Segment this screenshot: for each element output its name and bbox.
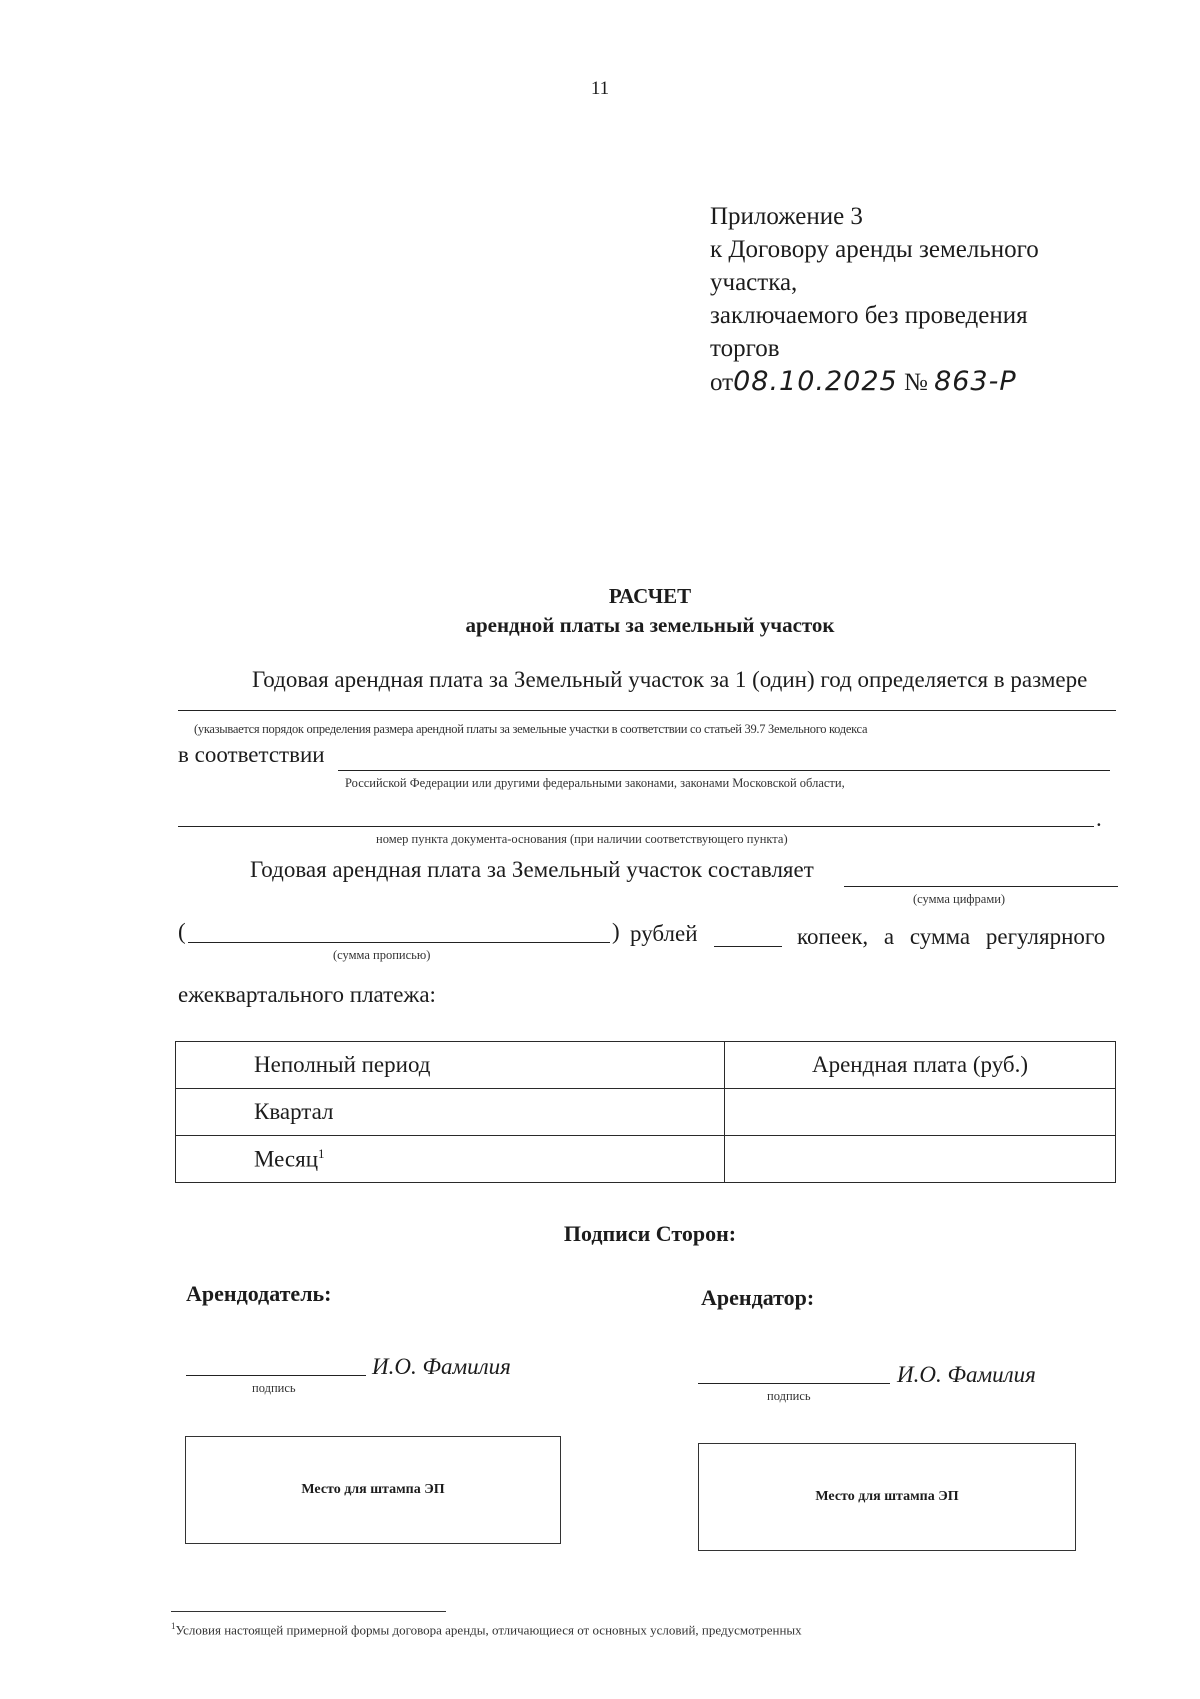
fill-line <box>178 710 1116 711</box>
annual-rent-sentence: Годовая арендная плата за Земельный участок за 1 (один) год определяется в размере <box>252 667 1088 692</box>
period-mark: . <box>1096 806 1102 831</box>
hint-text: (указывается порядок определения размера арендной платы за земельные участки в соответствии со статьей 39.7 Земельного кодекса <box>194 722 868 736</box>
footnote-ref: 1 <box>318 1145 325 1161</box>
hint-text: номер пункта документа-основания (при наличии соответствующего пункта) <box>376 832 788 846</box>
table-header-cell: Неполный период <box>176 1042 725 1089</box>
rent-table <box>175 1041 1116 1183</box>
table-row <box>176 1089 1116 1136</box>
appendix-line: участка, <box>710 269 798 296</box>
appendix-line: к Договору аренды земельного <box>710 236 1039 263</box>
in-accordance-label: в соответствии <box>178 742 325 767</box>
number-sign: № <box>903 369 928 396</box>
lessor-signature-field[interactable] <box>186 1375 366 1376</box>
footnote <box>171 1621 802 1638</box>
table-row <box>176 1136 1116 1183</box>
lessor-fio: И.О. Фамилия <box>372 1354 511 1379</box>
rubles-label: рублей <box>630 921 698 946</box>
hint-text: (сумма прописью) <box>333 948 431 962</box>
handwritten-number: 863-Р <box>934 366 1017 397</box>
period-label: Месяц <box>254 1146 319 1172</box>
lessor-label: Арендодатель: <box>186 1281 332 1306</box>
handwritten-date: 08.10.2025 <box>733 366 898 397</box>
lessor-stamp-box <box>185 1436 561 1544</box>
table-cell-value[interactable] <box>725 1136 1116 1183</box>
rent-amount-sentence: Годовая арендная плата за Земельный участок составляет <box>250 857 814 882</box>
kopecks-text: копеек, а сумма регулярного <box>797 924 1106 949</box>
title-sub: арендной платы за земельный участок <box>465 613 835 637</box>
footnote-divider <box>171 1611 446 1612</box>
amount-digits-field[interactable] <box>844 886 1118 887</box>
sign-hint: подпись <box>252 1381 296 1395</box>
open-paren: ( <box>178 919 186 944</box>
period-label: Квартал <box>254 1099 334 1124</box>
lessee-fio: И.О. Фамилия <box>897 1362 1036 1387</box>
appendix-line: заключаемого без проведения <box>710 302 1028 329</box>
amount-words-field[interactable] <box>188 942 610 943</box>
lessee-stamp-box <box>698 1443 1076 1551</box>
sign-hint: подпись <box>767 1389 811 1403</box>
hint-text: (сумма цифрами) <box>913 892 1006 906</box>
fill-line <box>178 826 1094 827</box>
appendix-header <box>710 200 1110 399</box>
lessee-signature-field[interactable] <box>698 1383 890 1384</box>
hint-text: Российской Федерации или другими федеральными законами, законами Московской области, <box>345 776 845 790</box>
lessee-label: Арендатор: <box>701 1285 815 1310</box>
table-cell-value[interactable] <box>725 1089 1116 1136</box>
table-header-row <box>176 1042 1116 1089</box>
footnote-text: Условия настоящей примерной формы договора аренды, отличающиеся от основных условий, предусмотренных <box>175 1622 802 1638</box>
title-main: РАСЧЕТ <box>608 584 692 608</box>
document-title <box>0 582 1200 640</box>
footnote-mark: 1 <box>171 1621 176 1631</box>
page-number: 11 <box>590 78 610 99</box>
table-cell-period <box>176 1136 725 1183</box>
date-prefix: от <box>710 369 734 396</box>
fill-line <box>338 770 1110 771</box>
signatures-title: Подписи Сторон: <box>563 1221 737 1246</box>
appendix-line: Приложение 3 <box>710 203 863 230</box>
kopecks-field[interactable] <box>714 946 782 947</box>
quarterly-label: ежеквартального платежа: <box>178 982 436 1007</box>
close-paren: ) <box>612 919 620 944</box>
table-cell-period <box>176 1089 725 1136</box>
stamp-label: Место для штампа ЭП <box>301 1482 445 1497</box>
appendix-line: торгов <box>710 335 780 362</box>
appendix-date-line <box>710 365 1110 399</box>
table-header-cell: Арендная плата (руб.) <box>725 1042 1116 1089</box>
stamp-label: Место для штампа ЭП <box>815 1489 959 1504</box>
